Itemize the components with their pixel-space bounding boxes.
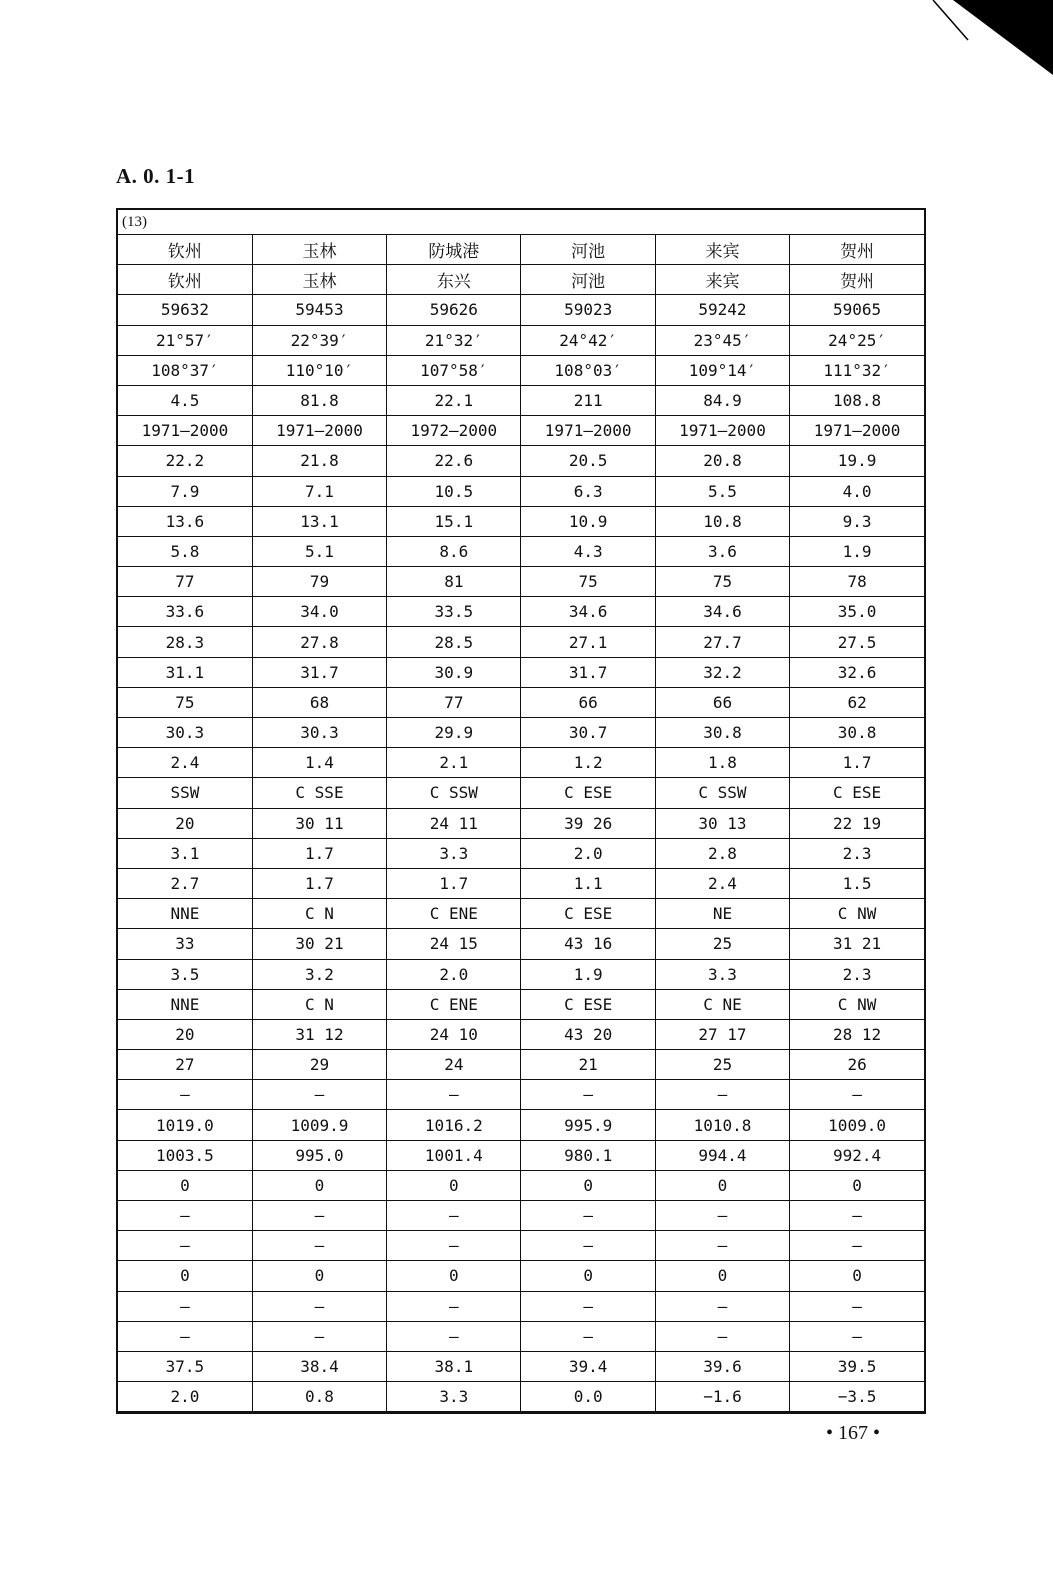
- table-cell: 28.5: [387, 627, 521, 657]
- table-cell: 79: [252, 567, 386, 597]
- table-cell: 7.9: [118, 476, 252, 506]
- table-cell: 0: [655, 1170, 789, 1200]
- table-cell: 30 21: [252, 929, 386, 959]
- table-cell: 1003.5: [118, 1140, 252, 1170]
- table-cell: 28 12: [790, 1019, 924, 1049]
- table-cell: 13.1: [252, 506, 386, 536]
- table-cell: 1.7: [387, 868, 521, 898]
- table-cell: 38.4: [252, 1351, 386, 1381]
- table-cell: 20.5: [521, 446, 655, 476]
- table-cell: 38.1: [387, 1351, 521, 1381]
- table-cell: —: [521, 1291, 655, 1321]
- table-cell: 来宾: [655, 235, 789, 265]
- table-cell: −3.5: [790, 1382, 924, 1412]
- table-cell: 15.1: [387, 506, 521, 536]
- table-cell: 994.4: [655, 1140, 789, 1170]
- table-cell: 0: [387, 1170, 521, 1200]
- table-cell: 24 15: [387, 929, 521, 959]
- table-cell: 43 20: [521, 1019, 655, 1049]
- table-cell: 7.1: [252, 476, 386, 506]
- table-cell: 27.8: [252, 627, 386, 657]
- table-cell: 35.0: [790, 597, 924, 627]
- table-cell: 19.9: [790, 446, 924, 476]
- table-cell: 0: [252, 1261, 386, 1291]
- table-cell: 河池: [521, 265, 655, 295]
- table-cell: —: [387, 1321, 521, 1351]
- table-cell: NNE: [118, 989, 252, 1019]
- table-cell: 75: [521, 567, 655, 597]
- table-cell: C SSW: [655, 778, 789, 808]
- table-row: [118, 1019, 924, 1049]
- table-cell: 0: [655, 1261, 789, 1291]
- table-cell: 34.6: [521, 597, 655, 627]
- table-cell: 81.8: [252, 385, 386, 415]
- table-cell: C NW: [790, 989, 924, 1019]
- table-cell: 1.5: [790, 868, 924, 898]
- table-cell: 0: [521, 1261, 655, 1291]
- table-cell: 32.6: [790, 657, 924, 687]
- table-cell: 2.8: [655, 838, 789, 868]
- table-cell: 30.9: [387, 657, 521, 687]
- table-cell: 20: [118, 808, 252, 838]
- table-cell: C NE: [655, 989, 789, 1019]
- table-cell: 28.3: [118, 627, 252, 657]
- table-cell: 0.0: [521, 1382, 655, 1412]
- table-cell: 钦州: [118, 235, 252, 265]
- table-cell: 22.1: [387, 385, 521, 415]
- table-cell: —: [655, 1080, 789, 1110]
- table-row: [118, 567, 924, 597]
- table-cell: 2.0: [118, 1382, 252, 1412]
- table-cell: 30 13: [655, 808, 789, 838]
- table-cell: 992.4: [790, 1140, 924, 1170]
- table-cell: 22.2: [118, 446, 252, 476]
- table-cell: 68: [252, 687, 386, 717]
- table-cell: 0: [521, 1170, 655, 1200]
- table-cell: 10.8: [655, 506, 789, 536]
- section-heading: A. 0. 1-1: [116, 164, 196, 188]
- table-cell: 东兴: [387, 265, 521, 295]
- table-cell: C N: [252, 989, 386, 1019]
- table-cell: 31.1: [118, 657, 252, 687]
- table-cell: 1971—2000: [118, 416, 252, 446]
- table-cell: 1.2: [521, 748, 655, 778]
- table-cell: —: [655, 1201, 789, 1231]
- table-row: [118, 778, 924, 808]
- table-cell: 1016.2: [387, 1110, 521, 1140]
- table-row: [118, 446, 924, 476]
- climate-data-table: [116, 208, 926, 1414]
- table-cell: −1.6: [655, 1382, 789, 1412]
- table-cell: 2.3: [790, 838, 924, 868]
- table-cell: 1972—2000: [387, 416, 521, 446]
- table-cell: NNE: [118, 899, 252, 929]
- table-cell: 75: [118, 687, 252, 717]
- table-cell: 27: [118, 1050, 252, 1080]
- table-cell: C SSE: [252, 778, 386, 808]
- table-cell: —: [521, 1201, 655, 1231]
- table-cell: —: [521, 1321, 655, 1351]
- table-cell: 玉林: [252, 235, 386, 265]
- table-cell: —: [790, 1321, 924, 1351]
- table-cell: 1.1: [521, 868, 655, 898]
- table-row: [118, 687, 924, 717]
- table-cell: —: [118, 1201, 252, 1231]
- table-cell: 0: [252, 1170, 386, 1200]
- table-cell: 37.5: [118, 1351, 252, 1381]
- table-row: [118, 627, 924, 657]
- table-cell: C NW: [790, 899, 924, 929]
- table-cell: 995.9: [521, 1110, 655, 1140]
- table-cell: 77: [387, 687, 521, 717]
- table-row: [118, 597, 924, 627]
- table-cell: 59453: [252, 295, 386, 325]
- table-row: [118, 929, 924, 959]
- table-cell: NE: [655, 899, 789, 929]
- table-cell: 1971—2000: [790, 416, 924, 446]
- table-cell: 24: [387, 1050, 521, 1080]
- table-cell: —: [252, 1201, 386, 1231]
- table-row: [118, 1080, 924, 1110]
- table-cell: 25: [655, 1050, 789, 1080]
- table-cell: 78: [790, 567, 924, 597]
- table-row: [118, 1140, 924, 1170]
- table-cell: 0: [790, 1170, 924, 1200]
- table-cell: —: [790, 1201, 924, 1231]
- table-cell: 23°45′: [655, 325, 789, 355]
- table-cell: 33: [118, 929, 252, 959]
- table-cell: 1.4: [252, 748, 386, 778]
- table-cell: 29.9: [387, 718, 521, 748]
- table-cell: C ESE: [521, 989, 655, 1019]
- table-cell: 30 11: [252, 808, 386, 838]
- table-cell: 4.0: [790, 476, 924, 506]
- table-cell: 2.4: [655, 868, 789, 898]
- table-cell: 66: [521, 687, 655, 717]
- table-row: [118, 838, 924, 868]
- table-cell: 62: [790, 687, 924, 717]
- table-cell: —: [118, 1291, 252, 1321]
- table-cell: 33.5: [387, 597, 521, 627]
- table-row: [118, 1050, 924, 1080]
- table-cell: 3.6: [655, 536, 789, 566]
- table-cell: 1009.9: [252, 1110, 386, 1140]
- table-cell: C ESE: [521, 778, 655, 808]
- table-cell: 3.3: [387, 838, 521, 868]
- table-cell: 22.6: [387, 446, 521, 476]
- table-row: [118, 959, 924, 989]
- table-cell: 30.3: [252, 718, 386, 748]
- table-cell: C N: [252, 899, 386, 929]
- table-row: [118, 536, 924, 566]
- data-grid: [118, 235, 924, 1412]
- table-cell: —: [118, 1080, 252, 1110]
- table-cell: 3.2: [252, 959, 386, 989]
- table-row: [118, 1231, 924, 1261]
- table-cell: —: [655, 1321, 789, 1351]
- table-row: [118, 385, 924, 415]
- table-cell: C ENE: [387, 899, 521, 929]
- table-cell: 1019.0: [118, 1110, 252, 1140]
- table-cell: 31.7: [521, 657, 655, 687]
- table-cell: 32.2: [655, 657, 789, 687]
- table-cell: —: [118, 1231, 252, 1261]
- table-cell: 1010.8: [655, 1110, 789, 1140]
- table-row: [118, 265, 924, 295]
- table-cell: 24 11: [387, 808, 521, 838]
- table-cell: 21.8: [252, 446, 386, 476]
- table-cell: C SSW: [387, 778, 521, 808]
- table-cell: 2.3: [790, 959, 924, 989]
- table-cell: 2.1: [387, 748, 521, 778]
- table-cell: 109°14′: [655, 355, 789, 385]
- table-cell: 108.8: [790, 385, 924, 415]
- table-row: [118, 1291, 924, 1321]
- table-cell: —: [790, 1231, 924, 1261]
- table-cell: 108°37′: [118, 355, 252, 385]
- table-cell: 39.5: [790, 1351, 924, 1381]
- table-cell: 22 19: [790, 808, 924, 838]
- table-row: [118, 1261, 924, 1291]
- table-cell: 27.7: [655, 627, 789, 657]
- table-cell: 来宾: [655, 265, 789, 295]
- table-cell: 39 26: [521, 808, 655, 838]
- table-cell: 27 17: [655, 1019, 789, 1049]
- table-row: [118, 1110, 924, 1140]
- table-cell: —: [387, 1231, 521, 1261]
- table-row: [118, 1170, 924, 1200]
- table-cell: 5.1: [252, 536, 386, 566]
- table-row: [118, 718, 924, 748]
- table-cell: 59626: [387, 295, 521, 325]
- table-cell: 1.9: [521, 959, 655, 989]
- table-cell: 111°32′: [790, 355, 924, 385]
- table-row: [118, 295, 924, 325]
- table-row: [118, 1351, 924, 1381]
- table-cell: 81: [387, 567, 521, 597]
- table-cell: 66: [655, 687, 789, 717]
- table-cell: 30.3: [118, 718, 252, 748]
- table-cell: 211: [521, 385, 655, 415]
- table-cell: 995.0: [252, 1140, 386, 1170]
- table-cell: 31 21: [790, 929, 924, 959]
- table-cell: 84.9: [655, 385, 789, 415]
- table-row: [118, 808, 924, 838]
- table-row: [118, 657, 924, 687]
- table-row: [118, 416, 924, 446]
- table-cell: 2.0: [387, 959, 521, 989]
- table-cell: —: [252, 1291, 386, 1321]
- table-cell: 2.4: [118, 748, 252, 778]
- table-cell: 30.8: [655, 718, 789, 748]
- table-cell: 31 12: [252, 1019, 386, 1049]
- table-cell: 钦州: [118, 265, 252, 295]
- table-cell: 26: [790, 1050, 924, 1080]
- table-cell: 30.7: [521, 718, 655, 748]
- table-caption: (13): [118, 210, 924, 235]
- table-cell: C ENE: [387, 989, 521, 1019]
- table-cell: 贺州: [790, 235, 924, 265]
- table-cell: —: [521, 1231, 655, 1261]
- table-cell: 2.7: [118, 868, 252, 898]
- table-cell: 3.5: [118, 959, 252, 989]
- table-cell: 1.7: [790, 748, 924, 778]
- table-cell: 10.9: [521, 506, 655, 536]
- table-cell: 1.9: [790, 536, 924, 566]
- table-cell: 27.5: [790, 627, 924, 657]
- table-row: [118, 899, 924, 929]
- table-row: [118, 476, 924, 506]
- table-cell: —: [655, 1291, 789, 1321]
- table-cell: 39.6: [655, 1351, 789, 1381]
- table-cell: 20.8: [655, 446, 789, 476]
- table-cell: 59023: [521, 295, 655, 325]
- table-cell: 4.5: [118, 385, 252, 415]
- table-cell: 24 10: [387, 1019, 521, 1049]
- table-cell: 21: [521, 1050, 655, 1080]
- table-cell: 3.1: [118, 838, 252, 868]
- table-cell: 6.3: [521, 476, 655, 506]
- table-cell: 110°10′: [252, 355, 386, 385]
- table-cell: 10.5: [387, 476, 521, 506]
- table-row: [118, 506, 924, 536]
- table-cell: —: [790, 1291, 924, 1321]
- table-row: [118, 989, 924, 1019]
- table-row: [118, 235, 924, 265]
- table-cell: 59242: [655, 295, 789, 325]
- table-cell: —: [252, 1321, 386, 1351]
- table-cell: 29: [252, 1050, 386, 1080]
- table-cell: 1009.0: [790, 1110, 924, 1140]
- table-cell: 20: [118, 1019, 252, 1049]
- table-cell: —: [387, 1291, 521, 1321]
- table-cell: 34.6: [655, 597, 789, 627]
- table-cell: 0: [387, 1261, 521, 1291]
- table-cell: 8.6: [387, 536, 521, 566]
- table-cell: 25: [655, 929, 789, 959]
- table-cell: 24°25′: [790, 325, 924, 355]
- table-cell: 77: [118, 567, 252, 597]
- table-row: [118, 1321, 924, 1351]
- page-corner-shadow: [893, 0, 1053, 90]
- table-cell: 33.6: [118, 597, 252, 627]
- table-cell: 13.6: [118, 506, 252, 536]
- table-cell: 0: [118, 1261, 252, 1291]
- table-cell: 1.7: [252, 868, 386, 898]
- table-cell: 5.8: [118, 536, 252, 566]
- table-cell: 1001.4: [387, 1140, 521, 1170]
- table-cell: 5.5: [655, 476, 789, 506]
- table-cell: 9.3: [790, 506, 924, 536]
- table-cell: 22°39′: [252, 325, 386, 355]
- table-cell: 21°32′: [387, 325, 521, 355]
- table-cell: 3.3: [655, 959, 789, 989]
- table-cell: 1971—2000: [252, 416, 386, 446]
- table-cell: 1971—2000: [521, 416, 655, 446]
- table-row: [118, 1382, 924, 1412]
- table-row: [118, 325, 924, 355]
- table-cell: 30.8: [790, 718, 924, 748]
- table-cell: 4.3: [521, 536, 655, 566]
- table-cell: —: [252, 1080, 386, 1110]
- table-cell: —: [387, 1201, 521, 1231]
- table-cell: 21°57′: [118, 325, 252, 355]
- table-cell: 34.0: [252, 597, 386, 627]
- table-cell: C ESE: [521, 899, 655, 929]
- table-cell: 24°42′: [521, 325, 655, 355]
- table-cell: 玉林: [252, 265, 386, 295]
- table-cell: 39.4: [521, 1351, 655, 1381]
- table-cell: 0: [118, 1170, 252, 1200]
- table-cell: 1.8: [655, 748, 789, 778]
- table-cell: 贺州: [790, 265, 924, 295]
- table-cell: SSW: [118, 778, 252, 808]
- table-cell: 防城港: [387, 235, 521, 265]
- table-cell: 980.1: [521, 1140, 655, 1170]
- table-cell: 75: [655, 567, 789, 597]
- table-cell: —: [387, 1080, 521, 1110]
- table-cell: 2.0: [521, 838, 655, 868]
- table-cell: 0.8: [252, 1382, 386, 1412]
- table-cell: —: [790, 1080, 924, 1110]
- table-cell: —: [655, 1231, 789, 1261]
- page-number: • 167 •: [826, 1422, 881, 1444]
- table-cell: —: [118, 1321, 252, 1351]
- table-cell: C ESE: [790, 778, 924, 808]
- table-cell: 河池: [521, 235, 655, 265]
- table-cell: 108°03′: [521, 355, 655, 385]
- table-row: [118, 748, 924, 778]
- table-row: [118, 355, 924, 385]
- table-cell: 59065: [790, 295, 924, 325]
- table-cell: 0: [790, 1261, 924, 1291]
- table-cell: 1971—2000: [655, 416, 789, 446]
- table-cell: 107°58′: [387, 355, 521, 385]
- table-cell: —: [252, 1231, 386, 1261]
- table-cell: 59632: [118, 295, 252, 325]
- table-cell: 27.1: [521, 627, 655, 657]
- table-cell: 3.3: [387, 1382, 521, 1412]
- table-cell: 1.7: [252, 838, 386, 868]
- table-row: [118, 1201, 924, 1231]
- table-cell: —: [521, 1080, 655, 1110]
- table-row: [118, 868, 924, 898]
- table-cell: 31.7: [252, 657, 386, 687]
- table-cell: 43 16: [521, 929, 655, 959]
